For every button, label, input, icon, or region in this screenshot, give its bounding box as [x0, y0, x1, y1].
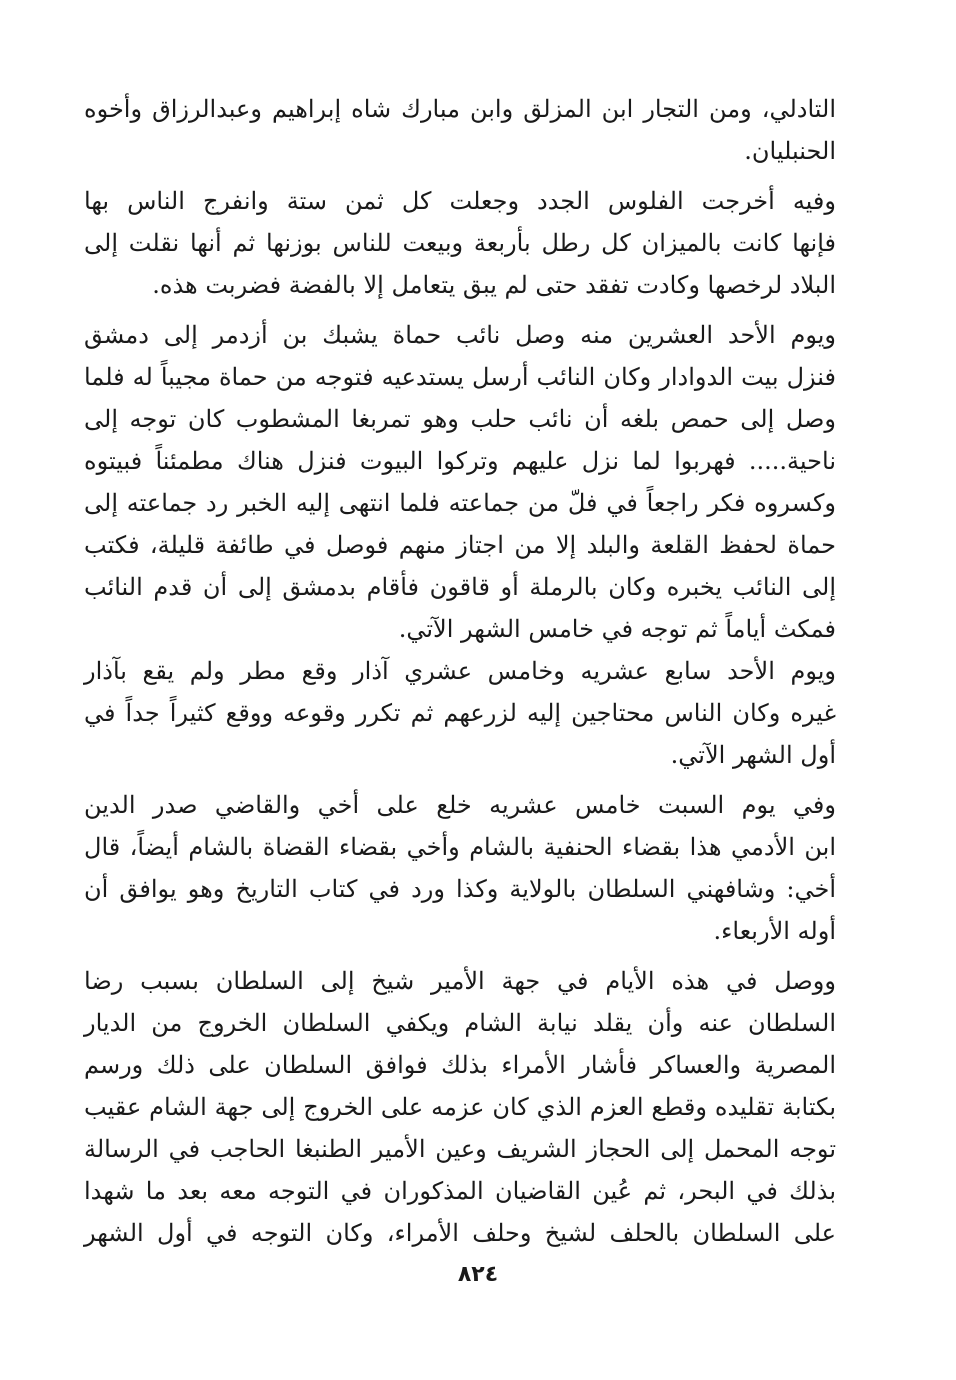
text-line: ويوم الأحد العشرين منه وصل نائب حماة يشبك بن أزدمر إلى دمشق: [84, 321, 837, 349]
text-line: أول الشهر الآتي.: [670, 741, 836, 769]
text-line: ووصل في هذه الأيام في جهة الأمير شيخ إلى السلطان بسبب رضا: [84, 967, 836, 995]
text-line: التادلي، ومن التجار ابن المزلق وابن مبارك شاه إبراهيم وعبدالرزاق وأخوه: [84, 95, 836, 123]
paragraph-4: [84, 650, 836, 776]
paragraph-6: [84, 960, 836, 1254]
text-line: وصل إلى حمص بلغه أن نائب حلب وهو تمربغا المشطوب كان توجه إلى: [84, 405, 836, 433]
text-line: بكتابة تقليده وقطع العزم الذي كان عزمه على الخروج إلى جهة الشام عقيب: [84, 1093, 836, 1121]
text-line: فمكث أياماً ثم توجه في خامس الشهر الآتي.: [398, 615, 836, 643]
page-body: [84, 88, 836, 1254]
page-number: ٨٢٤: [457, 1262, 499, 1287]
text-line: حماة لحفظ القلعة والبلد إلا من اجتاز منهم فوصل في طائفة قليلة، فكتب: [84, 531, 836, 559]
text-line: ناحية..... فهربوا لما نزل عليهم وتركوا البيوت فنزل هناك مطمئناً فبيتوه: [84, 447, 836, 475]
paragraph-2: [84, 180, 836, 306]
text-line: وفيه أخرجت الفلوس الجدد وجعلت كل ثمن ستة وانفرج الناس بها: [84, 187, 836, 215]
text-line: على السلطان بالحلف لشيخ وحلف الأمراء، وكان التوجه في أول الشهر: [84, 1219, 836, 1247]
paragraph-1: [84, 88, 836, 172]
paragraph-3: [84, 314, 836, 650]
text-line: السلطان عنه وأن يقلد نيابة الشام ويكفي السلطان الخروج من الديار: [84, 1009, 836, 1037]
paragraph-5: [84, 784, 836, 952]
text-line: ويوم الأحد سابع عشريه وخامس عشري آذار وقع مطر ولم يقع بآذار: [84, 657, 836, 685]
text-line: إلى النائب يخبره وكان بالرملة أو قاقون فأقام بدمشق إلى أن قدم النائب: [84, 573, 836, 601]
text-line: وفي يوم السبت خامس عشريه خلع على أخي والقاضي صدر الدين: [84, 791, 836, 819]
text-line: المصرية والعساكر فأشار الأمراء بذلك فوافق السلطان على ذلك ورسم: [84, 1051, 836, 1079]
text-line: بذلك في البحر، ثم عُين القاضيان المذكوران في التوجه معه بعد ما شهدا: [84, 1177, 836, 1205]
text-line: الحنبليان.: [744, 137, 836, 165]
text-line: أوله الأربعاء.: [713, 917, 836, 945]
text-line: فنزل بيت الدوادار وكان النائب أرسل يستدعيه فتوجه من حماة مجيباً له فلما: [84, 363, 836, 391]
text-line: البلاد لرخصها وكادت تفقد حتى لم يبق يتعامل إلا بالفضة فضربت هذه.: [152, 271, 836, 299]
text-line: ابن الأدمي هذا بقضاء الحنفية بالشام وأخي بقضاء القضاة بالشام أيضاً، قال: [84, 833, 836, 861]
text-line: فإنها كانت بالميزان كل رطل بأربعة وبيعت للناس بوزنها ثم أنها نقلت إلى: [84, 229, 836, 257]
text-line: غيره وكان الناس محتاجين إليه لزرعهم ثم تكرر وقوعه ووقع كثيراً جداً في: [84, 699, 836, 727]
text-line: توجه المحمل إلى الحجاز الشريف وعين الأمير الطنبغا الحاجب في الرسالة: [84, 1135, 836, 1163]
text-line: وكسروه فكر راجعاً في فلّ من جماعته فلما انتهى إليه الخبر رد جماعته إلى: [84, 489, 836, 517]
text-line: أخي: وشافهني السلطان بالولاية وكذا ورد في كتاب التاريخ وهو يوافق أن: [84, 875, 836, 903]
